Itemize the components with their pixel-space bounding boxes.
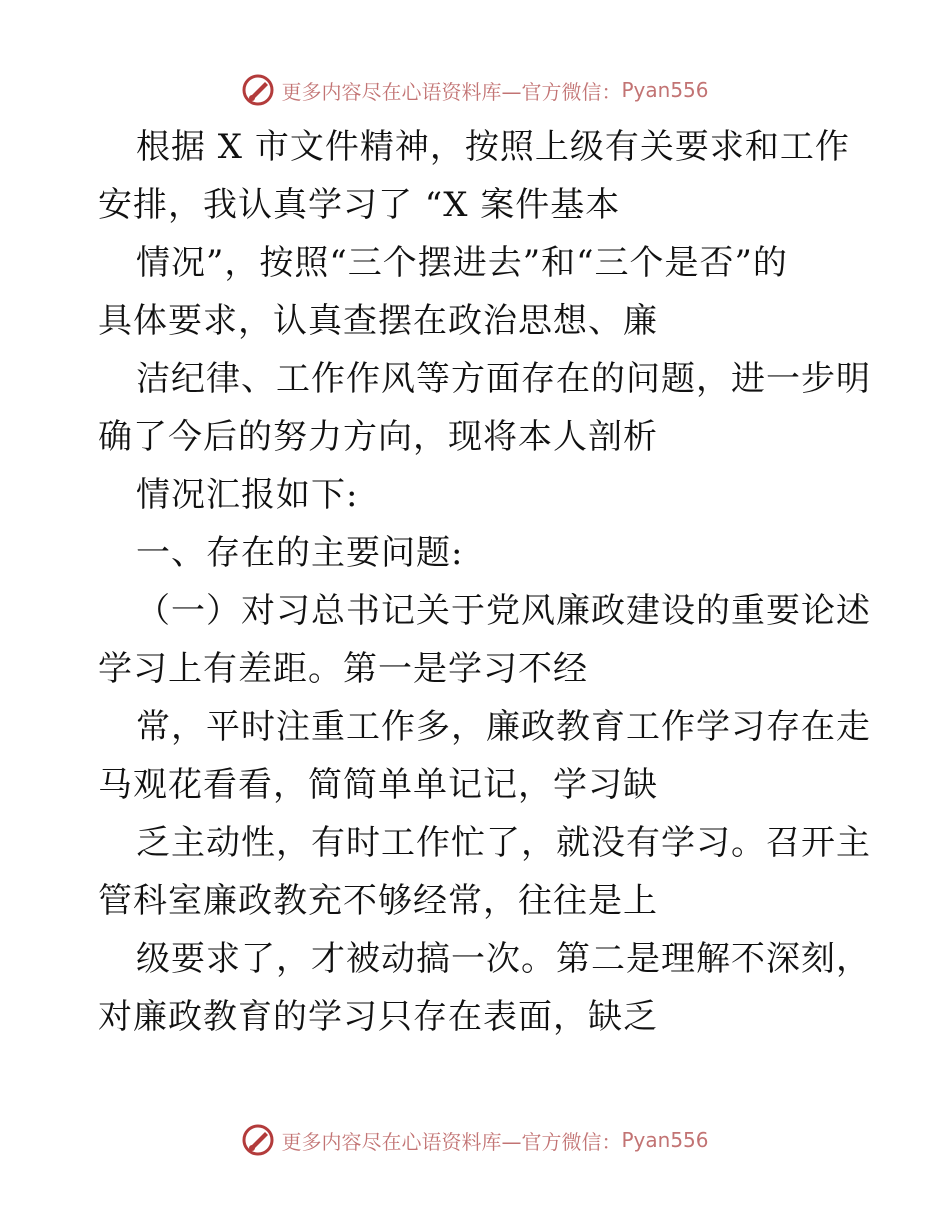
paragraph-line: 马观花看看，简简单单记记，学习缺	[98, 765, 658, 805]
paragraph-line: 一、存在的主要问题:	[136, 533, 464, 573]
footer-banner	[0, 1120, 950, 1160]
paragraph-line: 情况汇报如下:	[136, 475, 359, 515]
brand-logo-icon	[241, 1123, 275, 1157]
paragraph-line: 根据 X 市文件精神，按照上级有关要求和工作	[136, 127, 850, 167]
paragraph-line: 洁纪律、工作作风等方面存在的问题，进一步明	[136, 359, 871, 399]
paragraph-line: 确了今后的努力方向，现将本人剖析	[98, 417, 658, 457]
paragraph-line: 乏主动性，有时工作忙了，就没有学习。召开主	[136, 823, 871, 863]
paragraph-line: （一）对习总书记关于党风廉政建设的重要论述	[136, 591, 871, 631]
brand-logo-icon	[241, 73, 275, 107]
paragraph-line: 常，平时注重工作多，廉政教育工作学习存在走	[136, 707, 871, 747]
paragraph-line: 管科室廉政教充不够经常，往往是上	[98, 881, 658, 921]
banner-wechat-id: Pyan556	[621, 78, 709, 102]
header-banner	[0, 70, 950, 110]
paragraph-line: 对廉政教育的学习只存在表面，缺乏	[98, 997, 658, 1037]
paragraph-line: 安排，我认真学习了 “X 案件基本	[98, 185, 621, 225]
paragraph-line: 情况”，按照“三个摆进去”和“三个是否”的	[136, 243, 788, 283]
banner-wechat-id: Pyan556	[621, 1128, 709, 1152]
paragraph-line: 具体要求，认真查摆在政治思想、廉	[98, 301, 658, 341]
paragraph-line: 学习上有差距。第一是学习不经	[98, 649, 588, 689]
banner-text: 更多内容尽在心语资料库—官方微信：	[281, 79, 622, 104]
document-body	[98, 118, 871, 1046]
banner-text: 更多内容尽在心语资料库—官方微信：	[281, 1129, 622, 1154]
paragraph-line: 级要求了，才被动搞一次。第二是理解不深刻，	[136, 939, 871, 979]
